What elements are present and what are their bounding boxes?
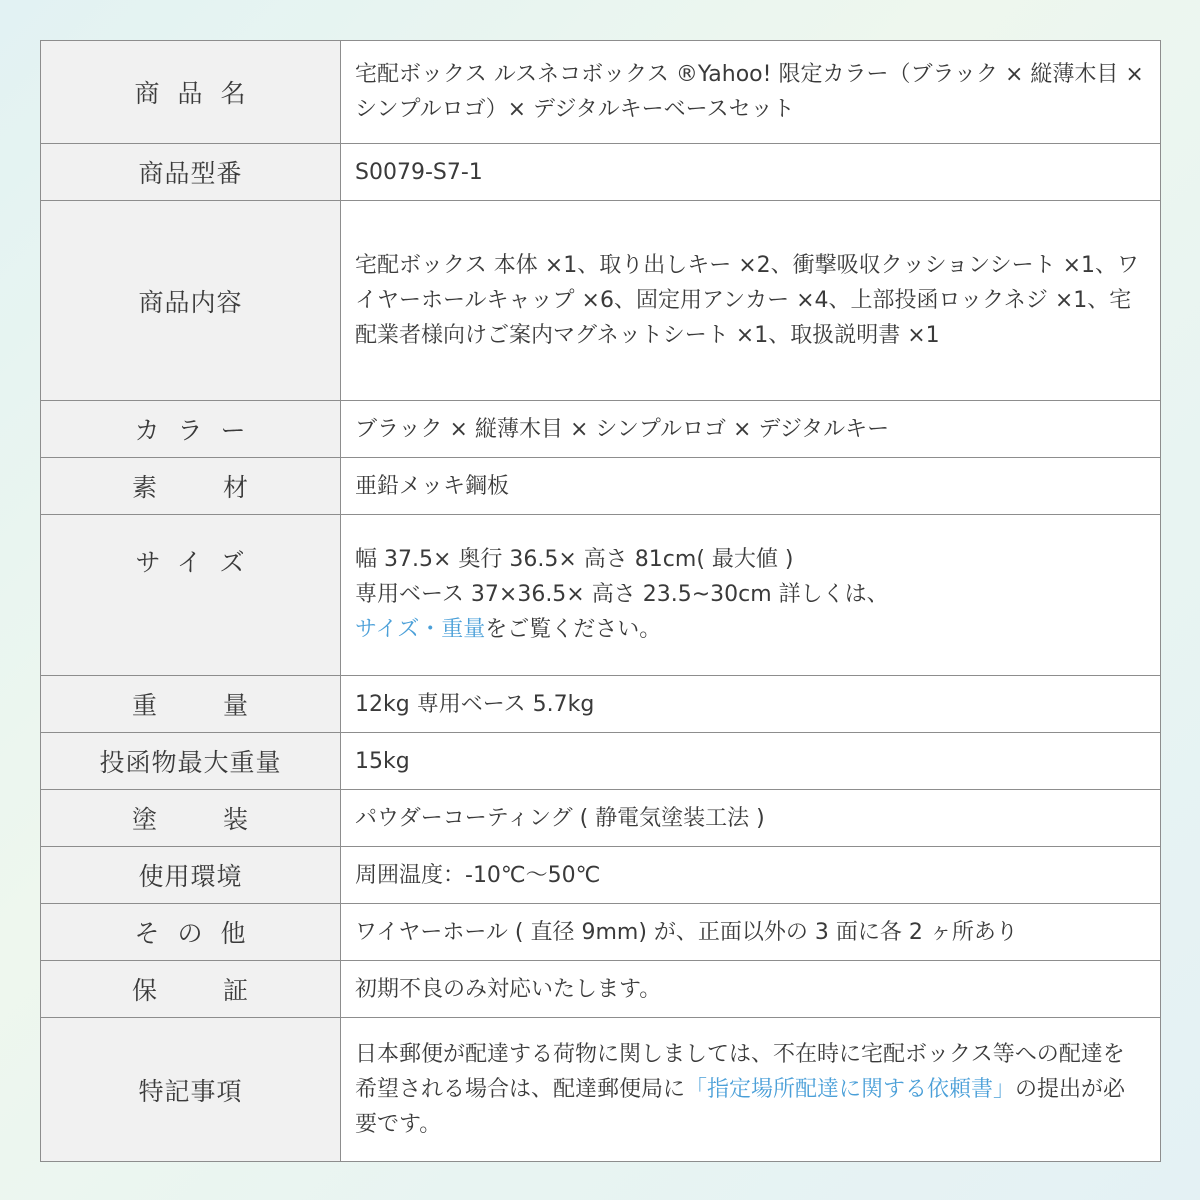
label-notes: 特記事項 (41, 1018, 341, 1162)
value-product-name: 宅配ボックス ルスネコボックス ®Yahoo! 限定カラー（ブラック × 縦薄木目 × シンプルロゴ）× デジタルキーベースセット (341, 41, 1161, 144)
label-size: サイズ (41, 515, 341, 676)
spec-row-max-mail-weight (41, 733, 1161, 790)
spec-row-coating (41, 790, 1161, 847)
spec-row-contents (41, 201, 1161, 401)
value-weight: 12kg 専用ベース 5.7kg (341, 676, 1161, 733)
spec-row-color (41, 401, 1161, 458)
spec-row-other (41, 904, 1161, 961)
value-warranty: 初期不良のみ対応いたします。 (341, 961, 1161, 1018)
label-coating: 塗装 (41, 790, 341, 847)
label-weight: 重量 (41, 676, 341, 733)
spec-row-model-number (41, 144, 1161, 201)
value-contents: 宅配ボックス 本体 ×1、取り出しキー ×2、衝撃吸収クッションシート ×1、ワイヤーホールキャップ ×6、固定用アンカー ×4、上部投函ロックネジ ×1、宅配業者様向けご案内マグネットシート ×1、取扱説明書 ×1 (341, 201, 1161, 401)
label-product-name: 商品名 (41, 41, 341, 144)
label-material: 素材 (41, 458, 341, 515)
label-contents: 商品内容 (41, 201, 341, 401)
value-environment: 周囲温度：-10℃～50℃ (341, 847, 1161, 904)
request-form-link[interactable]: 「指定場所配達に関する依頼書」 (685, 1077, 1016, 1102)
value-other: ワイヤーホール ( 直径 9mm) が、正面以外の 3 面に各 2 ヶ所あり (341, 904, 1161, 961)
spec-row-environment (41, 847, 1161, 904)
spec-row-warranty (41, 961, 1161, 1018)
spec-table (40, 40, 1161, 1162)
value-color: ブラック × 縦薄木目 × シンプルロゴ × デジタルキー (341, 401, 1161, 458)
value-max-mail-weight: 15kg (341, 733, 1161, 790)
spec-row-size (41, 515, 1161, 676)
spec-row-product-name (41, 41, 1161, 144)
spec-row-material (41, 458, 1161, 515)
notes-after-link: の提出が必要です。 (355, 1077, 1126, 1137)
label-model-number: 商品型番 (41, 144, 341, 201)
notes-text: 日本郵便が配達する荷物に関しましては、不在時に宅配ボックス等への配達を希望される場合は、配達郵便局に (355, 1042, 1125, 1102)
label-other: その他 (41, 904, 341, 961)
label-environment: 使用環境 (41, 847, 341, 904)
spec-row-weight (41, 676, 1161, 733)
value-notes (341, 1018, 1161, 1162)
size-after-link: をご覧ください。 (485, 617, 662, 642)
label-max-mail-weight: 投函物最大重量 (41, 733, 341, 790)
value-model-number: S0079-S7-1 (341, 144, 1161, 201)
size-weight-link[interactable]: サイズ・重量 (355, 617, 486, 642)
value-coating: パウダーコーティング ( 静電気塗装工法 ) (341, 790, 1161, 847)
label-color: カラー (41, 401, 341, 458)
value-material: 亜鉛メッキ鋼板 (341, 458, 1161, 515)
size-line-3 (355, 612, 1146, 647)
value-size (341, 515, 1161, 676)
size-line-1: 幅 37.5× 奥行 36.5× 高さ 81cm( 最大値 ) (355, 547, 794, 572)
size-line-2: 専用ベース 37×36.5× 高さ 23.5~30cm 詳しくは、 (355, 582, 889, 607)
spec-row-notes (41, 1018, 1161, 1162)
label-warranty: 保証 (41, 961, 341, 1018)
